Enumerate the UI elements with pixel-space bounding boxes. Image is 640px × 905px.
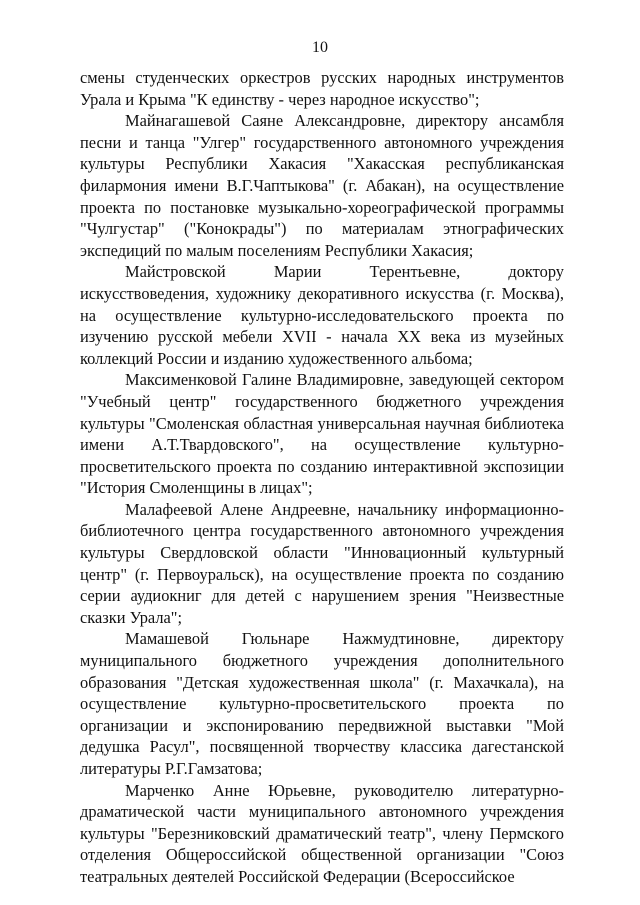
paragraph-malafeeva: Малафеевой Алене Андреевне, начальнику информационно-библиотечного центра государственного автономного учреждения культуры Свердловской области "Инновационный культурный центр" (г. Первоуральск), на осуществление проекта по созданию серии аудиокниг для детей с нарушением зрения "Неизвестные сказки Урала"; (80, 499, 564, 627)
paragraph-maystrovskaya: Майстровской Марии Терентьевне, доктору искусствоведения, художнику декоративного искусства (г. Москва), на осуществление культурно-исследовательского проекта по изучению русской мебели XVII - начала XX века из музейных коллекций России и изданию художественного альбома; (80, 262, 564, 368)
document-body (80, 67, 564, 888)
paragraph-maynagasheva: Майнагашевой Саяне Александровне, директору ансамбля песни и танца "Улгер" государственного автономного учреждения культуры Республики Хакасия "Хакасская республиканская филармония имени В.Г.Чаптыкова" (г. Абакан), на осуществление проекта по постановке музыкально-хореографической программы "Чулгустар" ("Конокрады") по материалам этнографических экспедиций по малым поселениям Республики Хакасия; (80, 111, 564, 260)
paragraph-continuation: смены студенческих оркестров русских народных инструментов Урала и Крыма "К единству - через народное искусство"; (80, 68, 564, 109)
paragraph-mamasheva: Мамашевой Гюльнаре Нажмудтиновне, директору муниципального бюджетного учреждения дополнительного образования "Детская художественная школа" (г. Махачкала), на осуществление культурно-просветительского проекта по организации и экспонированию передвижной выставки "Мой дедушка Расул", посвященной творчеству классика дагестанской литературы Р.Г.Гамзатова; (80, 629, 564, 778)
paragraph-marchenko: Марченко Анне Юрьевне, руководителю литературно-драматической части муниципального автономного учреждения культуры "Березниковский драматический театр", члену Пермского отделения Общероссийской общественной организации "Союз театральных деятелей Российской Федерации (Всероссийское (80, 780, 564, 886)
paragraph-maksimenkova: Максименковой Галине Владимировне, заведующей сектором "Учебный центр" государственного бюджетного учреждения культуры "Смоленская областная универсальная научная библиотека имени А.Т.Твардовского", на осуществление культурно-просветительского проекта по созданию интерактивной экспозиции "История Смоленщины в лицах"; (80, 370, 564, 498)
page-number: 10 (312, 39, 328, 56)
